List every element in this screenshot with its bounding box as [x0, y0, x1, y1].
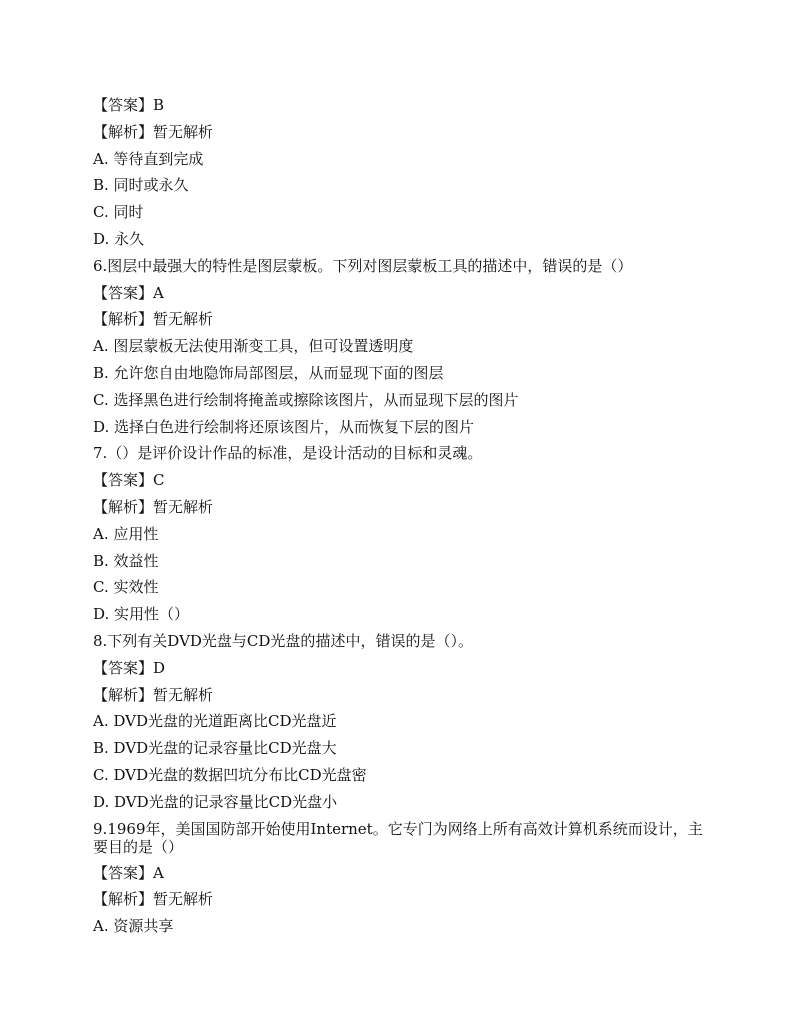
- question-7: 7.（）是评价设计作品的标准，是设计活动的目标和灵魂。: [93, 444, 483, 463]
- option-c: C. 选择黑色进行绘制将掩盖或擦除该图片，从而显现下层的图片: [93, 390, 519, 409]
- explanation-line: 【解析】暂无解析: [93, 497, 214, 516]
- answer-line: 【答案】B: [93, 96, 165, 114]
- answer-line: 【答案】A: [93, 863, 164, 882]
- option-d: D. 选择白色进行绘制将还原该图片，从而恢复下层的图片: [93, 417, 475, 436]
- option-b: B. 同时或永久: [93, 176, 189, 195]
- answer-line: 【答案】C: [93, 471, 165, 490]
- explanation-line: 【解析】暂无解析: [93, 890, 214, 909]
- explanation-line: 【解析】暂无解析: [93, 122, 214, 141]
- question-9: 9.1969年，美国国防部开始使用Internet。它专门为网络上所有高效计算机系统而设计，主要目的是（）: [93, 819, 703, 856]
- question-8: 8.下列有关DVD光盘与CD光盘的描述中，错误的是（）。: [93, 631, 473, 650]
- answer-line: 【答案】D: [93, 658, 166, 677]
- option-d: D. 实用性（）: [93, 605, 190, 624]
- option-a: A. DVD光盘的光道距离比CD光盘近: [93, 712, 337, 731]
- document-page: [93, 92, 713, 940]
- option-a: A. 应用性: [93, 524, 159, 543]
- option-c: C. 实效性: [93, 578, 159, 597]
- option-a: A. 资源共享: [93, 917, 174, 936]
- option-b: B. DVD光盘的记录容量比CD光盘大: [93, 739, 337, 758]
- question-6: 6.图层中最强大的特性是图层蒙板。下列对图层蒙板工具的描述中，错误的是（）: [93, 256, 633, 275]
- option-b: B. 效益性: [93, 551, 159, 570]
- option-a: A. 图层蒙板无法使用渐变工具，但可设置透明度: [93, 337, 414, 356]
- option-b: B. 允许您自由地隐饰局部图层，从而显现下面的图层: [93, 363, 444, 382]
- option-c: C. DVD光盘的数据凹坑分布比CD光盘密: [93, 765, 367, 784]
- option-a: A. 等待直到完成: [93, 149, 204, 168]
- option-c: C. 同时: [93, 203, 144, 222]
- option-d: D. 永久: [93, 229, 145, 248]
- explanation-line: 【解析】暂无解析: [93, 685, 214, 704]
- answer-line: 【答案】A: [93, 283, 164, 302]
- option-d: D. DVD光盘的记录容量比CD光盘小: [93, 792, 338, 811]
- explanation-line: 【解析】暂无解析: [93, 310, 214, 329]
